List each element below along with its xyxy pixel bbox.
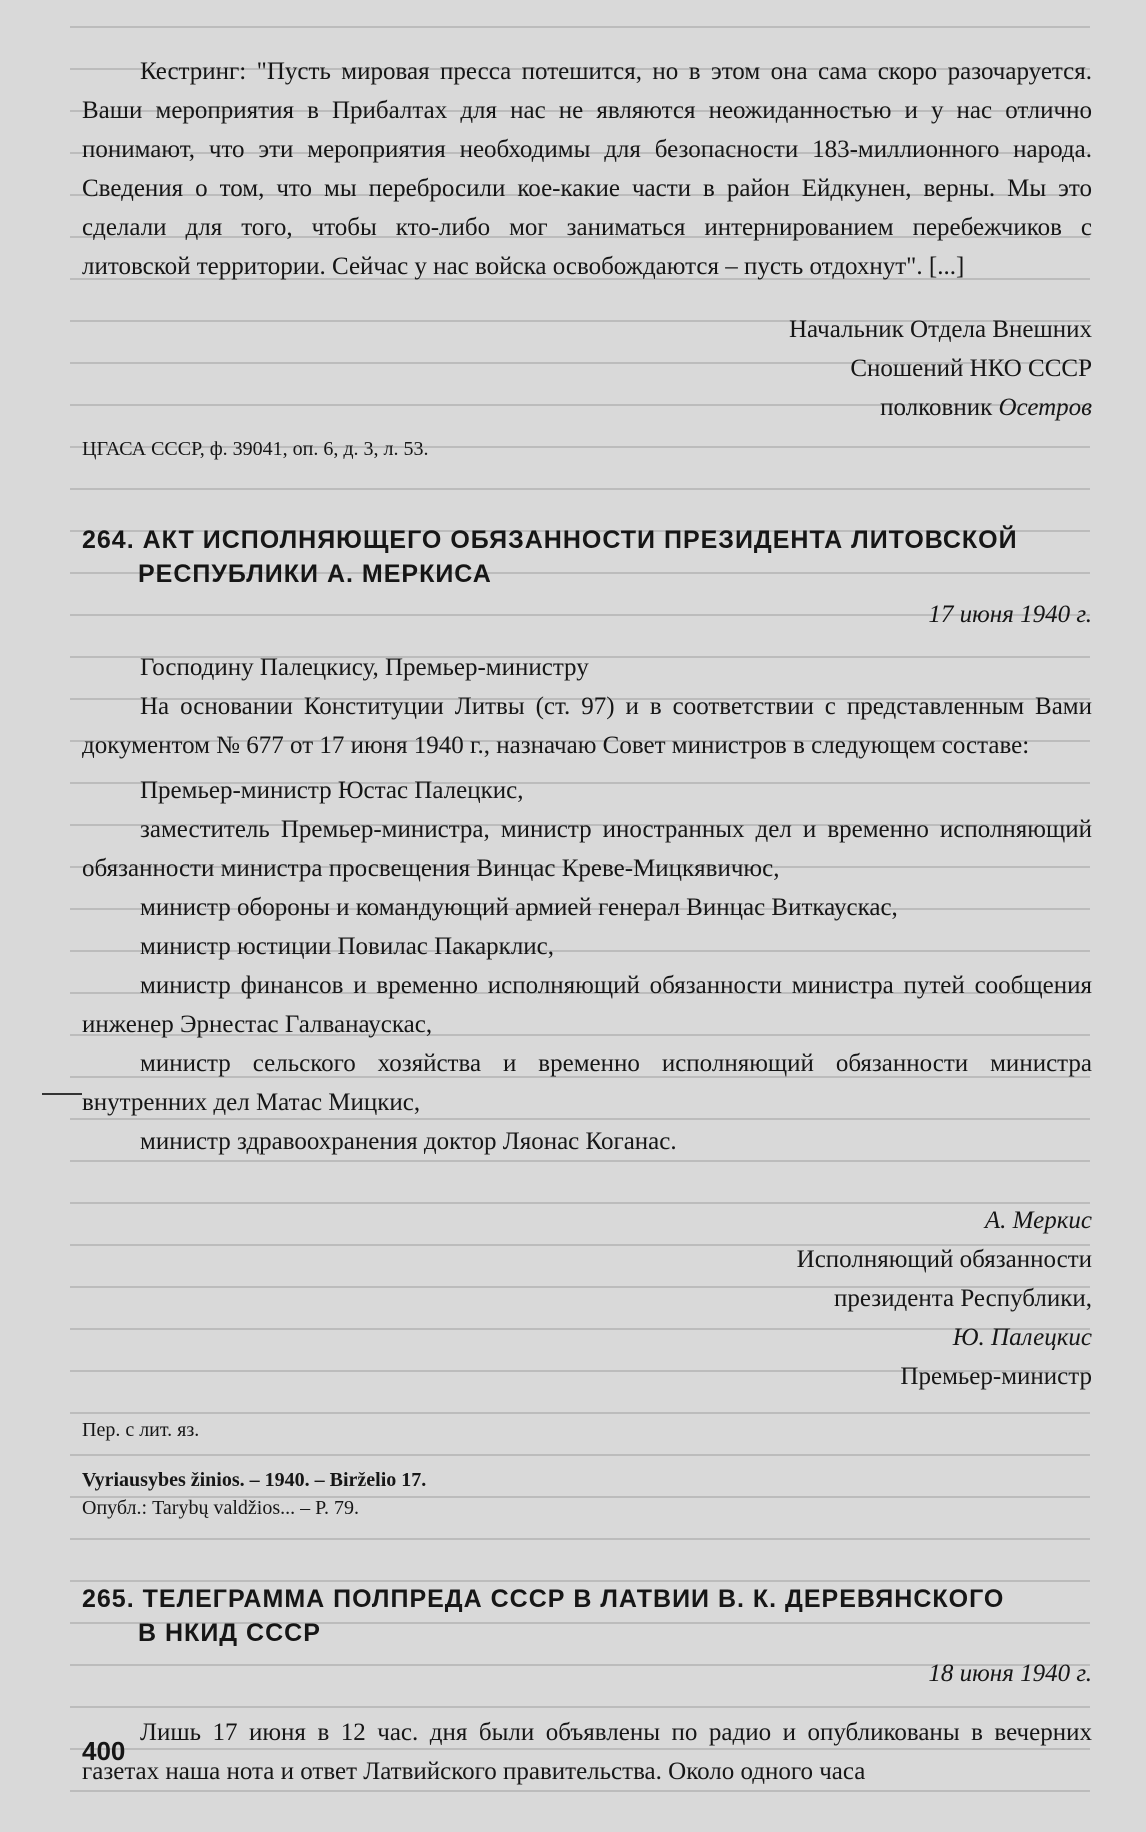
signature-rank: полковник (880, 394, 993, 421)
minister-item: министр обороны и командующий армией генерал Винцас Виткаускас, (140, 894, 898, 921)
sig1-name: А. Меркис (984, 1207, 1092, 1234)
sig2-name: Ю. Палецкис (952, 1324, 1092, 1351)
page-number: 400 (82, 1736, 126, 1766)
doc264-source-2: Опубл.: Tarybų valdžios... – P. 79. (82, 1497, 360, 1519)
doc264-heading (82, 523, 1092, 591)
doc265-heading (82, 1582, 1092, 1650)
quote-paragraph: Кестринг: "Пусть мировая пресса потешится, но в этом она сама скоро разочаруется. Ваши мероприятия в Прибалтах для нас не являются неожиданностью и у нас отлично понимают, что эти мероприятия необходимы для безопасности 183-миллионного народа. Сведения о том, что мы перебросили кое-какие части в район Ейдкунен, верны. Мы это сделали для того, чтобы кто-либо мог заниматься интернированием перебежчиков с литовской территории. Сейчас у нас войска освобождаются – пусть отдохнут". [...] (82, 58, 1092, 280)
archive-source: ЦГАСА СССР, ф. 39041, оп. 6, д. 3, л. 53. (82, 438, 429, 460)
minister-item: министр сельского хозяйства и временно исполняющий обязанности министра внутренних дел Матас Мицкис, (82, 1050, 1092, 1116)
doc264-intro: На основании Конституции Литвы (ст. 97) и в соответствии с представленным Вами документом № 677 от 17 июня 1940 г., назначаю Совет министров в следующем составе: (82, 693, 1092, 759)
doc264-addressee: Господину Палецкису, Премьер-министру (140, 654, 589, 681)
doc264-title-line2: РЕСПУБЛИКИ А. МЕРКИСА (138, 560, 492, 588)
doc264-title-line1: АКТ ИСПОЛНЯЮЩЕГО ОБЯЗАННОСТИ ПРЕЗИДЕНТА ЛИТОВСКОЙ (142, 526, 1018, 554)
signature-line-1: Начальник Отдела Внешних (788, 316, 1092, 343)
sig1-title-line2: президента Республики, (834, 1285, 1092, 1312)
minister-item: министр финансов и временно исполняющий обязанности министра путей сообщения инженер Эрнестас Галванаускас, (82, 972, 1092, 1038)
doc265-number: 265. (82, 1585, 135, 1613)
signature-line-3 (82, 388, 1092, 427)
doc265-body: Лишь 17 июня в 12 час. дня были объявлены по радио и опубликованы в вечерних газетах наша нота и ответ Латвийского правительства. Около одного часа (82, 1719, 1092, 1785)
doc265-date: 18 июня 1940 г. (928, 1660, 1092, 1687)
sig2-title: Премьер-министр (900, 1363, 1092, 1390)
sig1-title-line1: Исполняющий обязанности (796, 1246, 1092, 1273)
minister-item: министр здравоохранения доктор Ляонас Коганас. (140, 1128, 677, 1155)
doc264-number: 264. (82, 526, 135, 554)
page-content (82, 52, 1092, 1791)
minister-item: заместитель Премьер-министра, министр иностранных дел и временно исполняющий обязанности министра просвещения Винцас Креве-Мицкявичюс, (82, 816, 1092, 882)
doc264-source-1: Vyriausybes žinios. – 1940. – Birželio 17. (82, 1469, 427, 1491)
minister-item: министр юстиции Повилас Пакарклис, (140, 933, 555, 960)
doc264-date: 17 июня 1940 г. (928, 601, 1092, 628)
signature-name: Осетров (998, 394, 1092, 421)
margin-mark (42, 1093, 82, 1095)
doc265-title-line2: В НКИД СССР (138, 1619, 321, 1647)
doc265-title-line1: ТЕЛЕГРАММА ПОЛПРЕДА СССР В ЛАТВИИ В. К. ДЕРЕВЯНСКОГО (142, 1585, 1005, 1613)
translation-note: Пер. с лит. яз. (82, 1419, 200, 1441)
signature-line-2: Сношений НКО СССР (850, 355, 1092, 382)
minister-item: Премьер-министр Юстас Палецкис, (140, 777, 524, 804)
